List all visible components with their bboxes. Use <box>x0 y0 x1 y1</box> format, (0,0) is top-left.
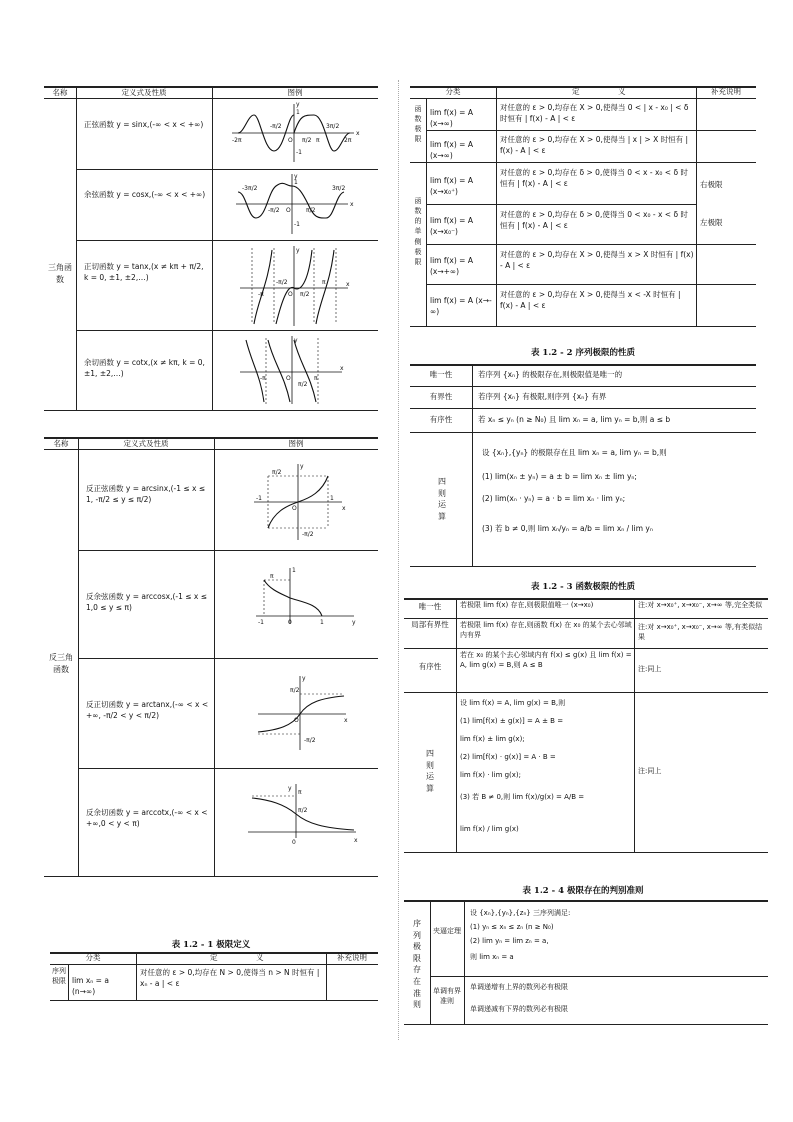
arctan-origin: O <box>294 717 299 724</box>
arctan-tick-half-pi: π/2 <box>290 687 300 694</box>
t121c-header-def-b: 义 <box>618 87 626 96</box>
t121c-def-4: 对任意的 ε > 0,均存在 δ > 0,使得当 0 < x₀ - x < δ 时恒有 | f(x) - A | < ε <box>500 210 688 230</box>
t123-uniqueness: 唯一性 <box>418 602 442 611</box>
arctan-x-label: x <box>344 717 348 724</box>
t121c-header-def-a: 定 <box>572 87 580 96</box>
cot-y-label: y <box>294 337 298 344</box>
t121-header-notes: 补充说明 <box>337 953 367 962</box>
cos-tick-1: 1 <box>294 179 298 186</box>
table-1-2-1-caption: 表 1.2 - 1 极限定义 <box>171 940 251 950</box>
arccos-tick-neg1: -1 <box>258 619 264 626</box>
header-definition: 定义式及性质 <box>121 88 167 97</box>
t123-local-bounded-note: 注:对 x→x₀⁺, x→x₀⁻, x→∞ 等,有类似结果 <box>638 623 763 642</box>
arcsin-tick-half-pi: π/2 <box>272 469 282 476</box>
t121c-def-2: 对任意的 ε > 0,均存在 X > 0,使得当 | x | > X 时恒有 | f(x) - A | < ε <box>500 135 689 155</box>
tan-x-label: x <box>346 281 350 288</box>
t123-order: 有序性 <box>418 662 442 671</box>
arcsin-tick-neg1: -1 <box>256 495 262 502</box>
t121-sequence-def: 对任意的 ε > 0,均存在 N > 0,使得当 n > N 时恒有 | xₙ - a | < ε <box>140 968 320 988</box>
t124-group: 序列极限存在准则 <box>413 919 421 1010</box>
tan-origin: O <box>288 291 293 298</box>
tan-def: 正切函数 y = tanx,(x ≠ kπ + π/2, k = 0, ±1, ±2,…) <box>84 262 204 282</box>
t121c-def-1: 对任意的 ε > 0,均存在 X > 0,使得当 0 < | x - x₀ | < δ 时恒有 | f(x) - A | < ε <box>500 103 689 123</box>
t121c-formula-3: lim f(x) = A (x→x₀⁺) <box>430 176 473 196</box>
arccos-curve <box>264 580 322 616</box>
sin-graph <box>230 100 360 166</box>
tan-tick-half-pi: π/2 <box>300 291 310 298</box>
t122-boundedness-text: 若序列 {xₙ} 有极限,则序列 {xₙ} 有界 <box>478 392 607 401</box>
t121c-note-right-limit: 右极限 <box>700 180 723 189</box>
sin-tick-three-half-pi: 3π/2 <box>326 123 340 130</box>
t121c-group-function: 函数极限 <box>414 105 422 144</box>
column-divider <box>398 80 399 1040</box>
sin-tick-pi: π <box>316 137 320 144</box>
arccot-curve <box>252 798 354 830</box>
t123-uniqueness-text: 若极限 lim f(x) 存在,则极限值唯一 (x→x₀) <box>460 601 594 609</box>
t121-header-def-a: 定 <box>210 953 218 962</box>
t122-four-ops-3: (3) 若 b ≠ 0,则 lim xₙ/yₙ = a/b = lim xₙ / lim yₙ <box>482 524 653 533</box>
t124-monotone-1: 单调递减有下界的数列必有极限 <box>470 1005 568 1013</box>
arccot-x-label: x <box>354 837 358 844</box>
t121c-def-3: 对任意的 ε > 0,均存在 δ > 0,使得当 0 < x - x₀ < δ 时恒有 | f(x) - A | < ε <box>500 168 688 188</box>
tan-tick-neg-half-pi: -π/2 <box>276 279 288 286</box>
tan-graph <box>238 244 352 328</box>
arcsin-tick-neg-half-pi: -π/2 <box>302 531 314 538</box>
arctan-def: 反正切函数 y = arctanx,(-∞ < x < +∞, -π/2 < y < π/2) <box>86 700 209 720</box>
arcsin-y-label: y <box>300 463 304 470</box>
header-graph: 图例 <box>287 88 303 97</box>
cot-tick-pi: π <box>314 375 318 382</box>
cos-tick-neg-three-half-pi: -3π/2 <box>242 185 258 192</box>
cot-origin: O <box>286 375 291 382</box>
t123-local-bounded: 局部有界性 <box>411 620 449 629</box>
arccos-def: 反余弦函数 y = arccosx,(-1 ≤ x ≤ 1,0 ≤ y ≤ π) <box>86 592 208 612</box>
t121c-formula-1: lim f(x) = A (x→∞) <box>430 108 473 128</box>
t121c-group-one-sided: 函数的单侧极限 <box>414 197 422 266</box>
t123-order-text: 若在 x₀ 的某个去心邻域内有 f(x) ≤ g(x) 且 lim f(x) = A, lim g(x) = B,则 A ≤ B <box>460 651 632 670</box>
cot-curve <box>246 340 316 402</box>
sin-tick-2pi: 2π <box>344 137 352 144</box>
t123-four-ops-note: 注:同上 <box>638 767 662 775</box>
arcsin-def: 反正弦函数 y = arcsinx,(-1 ≤ x ≤ 1, -π/2 ≤ y ≤ π/2) <box>86 484 206 504</box>
t123-four-ops-2b: lim f(x) · lim g(x); <box>460 771 522 779</box>
t121c-header-notes: 补充说明 <box>711 87 741 96</box>
t122-four-ops-intro: 设 {xₙ},{yₙ} 的极限存在且 lim xₙ = a, lim yₙ = b,则 <box>482 448 667 457</box>
arccos-graph <box>254 566 358 628</box>
cos-graph <box>234 172 356 236</box>
arcsin-tick-1: 1 <box>330 495 334 502</box>
t122-uniqueness-text: 若序列 {xₙ} 的极限存在,则极限值是唯一的 <box>478 370 623 379</box>
sin-origin: O <box>288 137 293 144</box>
table-1-2-3-caption: 表 1.2 - 3 函数极限的性质 <box>530 582 636 592</box>
cos-tick-three-half-pi: 3π/2 <box>332 185 346 192</box>
t121c-formula-5: lim f(x) = A (x→+∞) <box>430 256 473 276</box>
cos-def: 余弦函数 y = cosx,(-∞ < x < +∞) <box>84 190 206 199</box>
cos-tick-neg1: -1 <box>294 221 300 228</box>
sin-tick-neg1: -1 <box>296 149 302 156</box>
t122-order-text: 若 xₙ ≤ yₙ (n ≥ N₀) 且 lim xₙ = a, lim yₙ = b,则 a ≤ b <box>478 415 671 424</box>
inv-header-graph: 图例 <box>288 439 304 448</box>
t123-four-ops-1b: lim f(x) ± lim g(x); <box>460 735 525 743</box>
arctan-tick-neg-half-pi: -π/2 <box>304 737 316 744</box>
t122-boundedness: 有界性 <box>429 392 453 401</box>
t122-four-ops-2: (2) lim(xₙ · yₙ) = a · b = lim xₙ · lim yₙ; <box>482 494 626 503</box>
group-trig: 三角函数 <box>48 263 72 284</box>
t123-uniqueness-note: 注:对 x→x₀⁺, x→x₀⁻, x→∞ 等,完全类似 <box>638 601 763 609</box>
group-inverse-trig: 反三角函数 <box>49 653 73 674</box>
arccos-y-label: 1 <box>292 567 296 574</box>
tan-tick-neg-pi: -π <box>258 291 264 298</box>
arccos-tick-0: 0 <box>288 619 292 626</box>
sin-def: 正弦函数 y = sinx,(-∞ < x < +∞) <box>84 120 204 129</box>
t124-monotone-name: 单调有界准则 <box>433 987 461 1006</box>
tan-y-label: y <box>296 247 300 254</box>
t121-header-def-b: 义 <box>256 953 264 962</box>
arccot-tick-pi: π <box>298 789 302 796</box>
cos-y-label: y <box>294 173 298 180</box>
t123-four-ops-intro: 设 lim f(x) = A, lim g(x) = B,则 <box>460 699 566 707</box>
cos-tick-half-pi: π/2 <box>306 207 316 214</box>
arctan-y-label: y <box>302 675 306 682</box>
t124-squeeze-0: 设 {xₙ},{yₙ},{zₙ} 三序列满足: <box>470 909 571 917</box>
arccos-tick-1: 1 <box>320 619 324 626</box>
arcsin-x-label: x <box>342 505 346 512</box>
t124-squeeze-1: (1) yₙ ≤ xₙ ≤ zₙ (n ≥ N₀) <box>470 923 554 931</box>
arccos-x-label: y <box>352 619 356 626</box>
cot-x-label: x <box>340 365 344 372</box>
t123-local-bounded-text: 若极限 lim f(x) 存在,则函数 f(x) 在 x₀ 的某个去心邻域内有界 <box>460 621 632 640</box>
t121c-formula-4: lim f(x) = A (x→x₀⁻) <box>430 216 473 236</box>
arccot-graph <box>244 782 364 852</box>
t124-squeeze-3: 则 lim xₙ = a <box>470 953 514 961</box>
t123-four-ops-name: 四则运算 <box>426 749 434 793</box>
arccos-tick-pi: π <box>270 573 274 580</box>
arcsin-origin: O <box>292 505 297 512</box>
t123-order-note: 注:同上 <box>638 665 662 673</box>
header-name: 名称 <box>52 88 68 97</box>
cot-def: 余切函数 y = cotx,(x ≠ kπ, k = 0, ±1, ±2,…) <box>84 358 205 378</box>
t123-four-ops-2a: (2) lim[f(x) · g(x)] = A · B = <box>460 753 556 761</box>
t124-squeeze-2: (2) lim yₙ = lim zₙ = a, <box>470 937 549 945</box>
t121-header-category: 分类 <box>85 953 101 962</box>
table-1-2-2-caption: 表 1.2 - 2 序列极限的性质 <box>530 348 636 358</box>
sin-tick-half-pi: π/2 <box>302 137 312 144</box>
t121-group-sequence: 序列极限 <box>52 967 66 986</box>
t121-sequence-formula: lim xₙ = a (n→∞) <box>72 976 109 996</box>
t124-monotone-0: 单调递增有上界的数列必有极限 <box>470 983 568 991</box>
sin-tick-neg-half-pi: -π/2 <box>270 123 282 130</box>
inv-header-definition: 定义式及性质 <box>123 439 169 448</box>
cot-graph <box>238 334 348 406</box>
table-1-2-4-caption: 表 1.2 - 4 极限存在的判别准则 <box>522 886 644 896</box>
sin-y-label: y <box>296 101 300 108</box>
t121c-formula-6: lim f(x) = A (x→-∞) <box>430 296 492 316</box>
cot-tick-half-pi: π/2 <box>298 381 308 388</box>
t122-order: 有序性 <box>429 415 453 424</box>
t121c-note-left-limit: 左极限 <box>700 218 723 227</box>
arcsin-graph <box>252 462 348 542</box>
sin-tick-neg2pi: -2π <box>232 137 242 144</box>
arccot-tick-half-pi: π/2 <box>298 807 308 814</box>
arctan-graph <box>254 674 350 752</box>
tan-tick-pi: π <box>322 279 326 286</box>
inv-header-name: 名称 <box>53 439 69 448</box>
t122-four-ops-name: 四则运算 <box>438 477 446 521</box>
t123-four-ops-3b: lim f(x) / lim g(x) <box>460 825 519 833</box>
t121c-header-category: 分类 <box>445 87 461 96</box>
cos-tick-neg-half-pi: -π/2 <box>268 207 280 214</box>
t122-four-ops-1: (1) lim(xₙ ± yₙ) = a ± b = lim xₙ ± lim yₙ; <box>482 472 637 481</box>
cos-x-label: x <box>350 201 354 208</box>
t123-four-ops-3a: (3) 若 B ≠ 0,则 lim f(x)/g(x) = A/B = <box>460 793 585 801</box>
sin-tick-1: 1 <box>296 109 300 116</box>
t124-squeeze-name: 夹逼定理 <box>433 927 461 935</box>
t121c-def-6: 对任意的 ε > 0,均存在 X > 0,使得当 x < -X 时恒有 | f(x) - A | < ε <box>500 290 681 310</box>
cos-origin: O <box>286 207 291 214</box>
t121c-def-5: 对任意的 ε > 0,均存在 X > 0,使得当 x > X 时恒有 | f(x) - A | < ε <box>500 250 694 270</box>
sin-x-label: x <box>356 130 360 137</box>
cot-tick-neg-pi: -π <box>260 375 266 382</box>
arccot-def: 反余切函数 y = arccotx,(-∞ < x < +∞,0 < y < π) <box>86 808 208 828</box>
arccot-origin: 0 <box>292 839 296 846</box>
t122-uniqueness: 唯一性 <box>429 370 453 379</box>
t121c-formula-2: lim f(x) = A (x→∞) <box>430 140 473 160</box>
t123-four-ops-1a: (1) lim[f(x) ± g(x)] = A ± B = <box>460 717 564 725</box>
arccot-y-label: y <box>288 785 292 792</box>
